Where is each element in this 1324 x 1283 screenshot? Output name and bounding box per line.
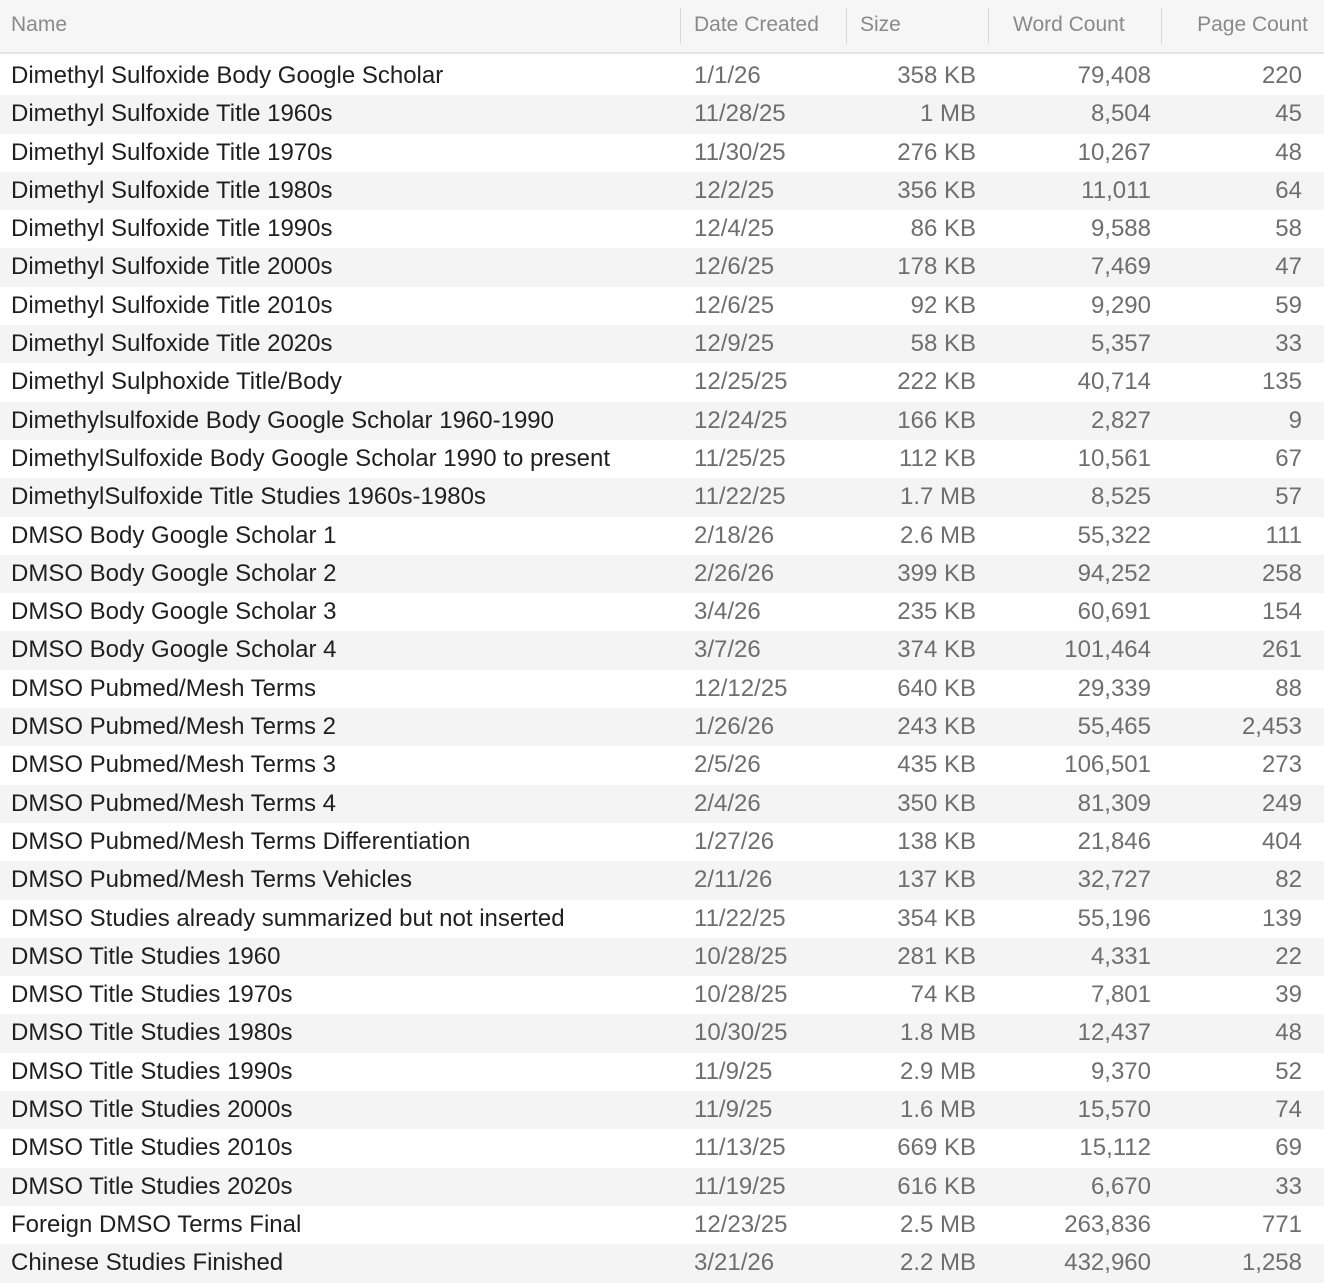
date-created: 11/9/25 xyxy=(694,1057,773,1085)
page-count: 74 xyxy=(1275,1096,1302,1124)
date-created: 11/22/25 xyxy=(694,483,786,511)
word-count: 8,504 xyxy=(1090,100,1151,128)
file-name: DMSO Body Google Scholar 2 xyxy=(11,559,337,587)
date-created: 3/4/26 xyxy=(694,598,761,626)
file-name: DMSO Title Studies 2000s xyxy=(11,1096,293,1124)
table-row[interactable] xyxy=(0,57,1324,95)
page-count: 2,453 xyxy=(1241,713,1302,741)
file-size: 1.8 MB xyxy=(899,1019,976,1047)
word-count: 4,331 xyxy=(1090,942,1151,970)
column-header-bar xyxy=(0,0,1324,54)
file-name: Dimethyl Sulfoxide Title 2000s xyxy=(11,253,333,281)
table-row[interactable] xyxy=(0,785,1324,823)
page-count: 220 xyxy=(1261,62,1302,89)
date-created: 10/28/25 xyxy=(694,981,788,1009)
file-rows xyxy=(0,57,1324,1283)
date-created: 12/2/25 xyxy=(694,176,775,204)
page-count: 33 xyxy=(1275,330,1302,358)
table-row[interactable] xyxy=(0,823,1324,861)
column-header-size[interactable]: Size xyxy=(860,13,901,36)
column-header-name[interactable]: Name xyxy=(11,13,68,36)
page-count: 69 xyxy=(1275,1134,1302,1162)
word-count: 6,670 xyxy=(1090,1172,1151,1200)
file-name: DMSO Title Studies 1980s xyxy=(11,1019,293,1047)
date-created: 2/26/26 xyxy=(694,559,775,587)
page-count: 59 xyxy=(1275,291,1302,319)
table-row[interactable] xyxy=(0,1168,1324,1206)
table-row[interactable] xyxy=(0,402,1324,440)
file-size: 138 KB xyxy=(897,827,976,855)
page-count: 249 xyxy=(1261,789,1302,817)
file-size: 2.5 MB xyxy=(899,1210,976,1238)
table-row[interactable] xyxy=(0,670,1324,708)
file-name: DMSO Body Google Scholar 1 xyxy=(11,521,337,549)
column-divider[interactable] xyxy=(1161,8,1162,44)
file-name: DMSO Pubmed/Mesh Terms 3 xyxy=(11,751,336,779)
word-count: 263,836 xyxy=(1064,1210,1151,1238)
page-count: 258 xyxy=(1261,559,1302,587)
table-row[interactable] xyxy=(0,1014,1324,1052)
word-count: 9,370 xyxy=(1090,1057,1151,1085)
column-header-word-count[interactable]: Word Count xyxy=(1013,13,1125,36)
word-count: 106,501 xyxy=(1064,751,1151,779)
page-count: 771 xyxy=(1261,1210,1302,1238)
date-created: 1/1/26 xyxy=(694,62,761,89)
file-name: DMSO Title Studies 1990s xyxy=(11,1057,293,1085)
table-row[interactable] xyxy=(0,134,1324,172)
file-name: Dimethyl Sulfoxide Title 1990s xyxy=(11,215,333,243)
file-size: 1.6 MB xyxy=(899,1096,976,1124)
table-row[interactable] xyxy=(0,1244,1324,1282)
word-count: 2,827 xyxy=(1090,406,1151,434)
column-divider[interactable] xyxy=(680,8,681,44)
table-row[interactable] xyxy=(0,861,1324,899)
file-size: 435 KB xyxy=(897,751,976,779)
file-size: 2.6 MB xyxy=(899,521,976,549)
page-count: 404 xyxy=(1261,827,1302,855)
word-count: 55,196 xyxy=(1077,904,1151,932)
table-row[interactable] xyxy=(0,95,1324,133)
word-count: 81,309 xyxy=(1077,789,1151,817)
file-name: DimethylSulfoxide Title Studies 1960s-1980s xyxy=(11,483,486,511)
date-created: 12/6/25 xyxy=(694,291,775,319)
word-count: 101,464 xyxy=(1064,636,1151,664)
word-count: 10,267 xyxy=(1077,138,1151,166)
file-name: Dimethyl Sulfoxide Body Google Scholar xyxy=(11,62,444,89)
file-size: 1.7 MB xyxy=(899,483,976,511)
page-count: 33 xyxy=(1275,1172,1302,1200)
file-size: 58 KB xyxy=(910,330,976,358)
word-count: 40,714 xyxy=(1077,368,1151,396)
word-count: 55,465 xyxy=(1077,713,1151,741)
column-header-page-count[interactable]: Page Count xyxy=(1197,13,1308,36)
word-count: 12,437 xyxy=(1077,1019,1151,1047)
table-row[interactable] xyxy=(0,517,1324,555)
file-name: DMSO Title Studies 1960 xyxy=(11,942,281,970)
page-count: 82 xyxy=(1275,866,1302,894)
file-size: 276 KB xyxy=(897,138,976,166)
word-count: 21,846 xyxy=(1077,827,1151,855)
file-name: DMSO Pubmed/Mesh Terms Vehicles xyxy=(11,866,413,894)
page-count: 47 xyxy=(1275,253,1302,281)
file-size: 640 KB xyxy=(897,674,976,702)
file-size: 350 KB xyxy=(897,789,976,817)
file-size: 243 KB xyxy=(897,713,976,741)
table-row[interactable] xyxy=(0,172,1324,210)
file-size: 92 KB xyxy=(910,291,976,319)
file-size: 2.9 MB xyxy=(899,1057,976,1085)
file-name: DMSO Title Studies 1970s xyxy=(11,981,293,1009)
file-size: 399 KB xyxy=(897,559,976,587)
date-created: 12/6/25 xyxy=(694,253,775,281)
page-count: 261 xyxy=(1261,636,1302,664)
table-row[interactable] xyxy=(0,248,1324,286)
date-created: 11/19/25 xyxy=(694,1172,786,1200)
page-count: 48 xyxy=(1275,138,1302,166)
file-name: DMSO Pubmed/Mesh Terms xyxy=(11,674,316,702)
date-created: 11/30/25 xyxy=(694,138,786,166)
page-count: 154 xyxy=(1261,598,1302,626)
word-count: 60,691 xyxy=(1077,598,1151,626)
table-row[interactable] xyxy=(0,478,1324,516)
date-created: 11/28/25 xyxy=(694,100,786,128)
file-size: 166 KB xyxy=(897,406,976,434)
file-name: DMSO Pubmed/Mesh Terms Differentiation xyxy=(11,827,471,855)
page-count: 45 xyxy=(1275,100,1302,128)
file-name: DMSO Studies already summarized but not inserted xyxy=(11,904,565,932)
file-size: 616 KB xyxy=(897,1172,976,1200)
date-created: 12/4/25 xyxy=(694,215,775,243)
table-row[interactable] xyxy=(0,1053,1324,1091)
file-size: 74 KB xyxy=(910,981,976,1009)
file-name: DMSO Body Google Scholar 4 xyxy=(11,636,337,664)
word-count: 15,570 xyxy=(1077,1096,1151,1124)
date-created: 12/25/25 xyxy=(694,368,788,396)
date-created: 11/25/25 xyxy=(694,444,786,472)
table-row[interactable] xyxy=(0,746,1324,784)
file-name: DMSO Title Studies 2020s xyxy=(11,1172,293,1200)
table-row[interactable] xyxy=(0,938,1324,976)
page-count: 273 xyxy=(1261,751,1302,779)
file-name: Dimethylsulfoxide Body Google Scholar 1960-1990 xyxy=(11,406,554,434)
date-created: 2/18/26 xyxy=(694,521,775,549)
page-count: 64 xyxy=(1275,176,1302,204)
word-count: 5,357 xyxy=(1090,330,1151,358)
file-name: DMSO Pubmed/Mesh Terms 2 xyxy=(11,713,336,741)
word-count: 7,469 xyxy=(1090,253,1151,281)
page-count: 22 xyxy=(1275,942,1302,970)
file-size: 374 KB xyxy=(897,636,976,664)
file-size: 356 KB xyxy=(897,176,976,204)
date-created: 3/21/26 xyxy=(694,1249,775,1277)
file-name: Foreign DMSO Terms Final xyxy=(11,1210,302,1238)
file-size: 112 KB xyxy=(899,444,976,472)
date-created: 10/28/25 xyxy=(694,942,788,970)
table-row[interactable] xyxy=(0,708,1324,746)
file-size: 1 MB xyxy=(919,100,976,128)
word-count: 432,960 xyxy=(1064,1249,1151,1277)
word-count: 15,112 xyxy=(1079,1134,1151,1162)
page-count: 135 xyxy=(1261,368,1302,396)
date-created: 3/7/26 xyxy=(694,636,761,664)
page-count: 9 xyxy=(1288,406,1302,434)
table-row[interactable] xyxy=(0,440,1324,478)
file-size: 235 KB xyxy=(897,598,976,626)
page-count: 58 xyxy=(1275,215,1302,243)
table-row[interactable] xyxy=(0,631,1324,669)
date-created: 11/22/25 xyxy=(694,904,786,932)
word-count: 8,525 xyxy=(1090,483,1151,511)
date-created: 12/9/25 xyxy=(694,330,775,358)
column-divider[interactable] xyxy=(988,8,989,44)
file-name: Dimethyl Sulfoxide Title 1960s xyxy=(11,100,333,128)
table-row[interactable] xyxy=(0,325,1324,363)
word-count: 11,011 xyxy=(1081,176,1151,204)
file-name: DMSO Title Studies 2010s xyxy=(11,1134,293,1162)
file-name: Dimethyl Sulfoxide Title 1980s xyxy=(11,176,333,204)
date-created: 2/5/26 xyxy=(694,751,761,779)
file-size: 281 KB xyxy=(897,942,976,970)
date-created: 1/27/26 xyxy=(694,827,775,855)
word-count: 55,322 xyxy=(1077,521,1151,549)
file-name: DMSO Pubmed/Mesh Terms 4 xyxy=(11,789,336,817)
table-row[interactable] xyxy=(0,900,1324,938)
page-count: 88 xyxy=(1275,674,1302,702)
date-created: 12/12/25 xyxy=(694,674,788,702)
file-name: DimethylSulfoxide Body Google Scholar 1990 to present xyxy=(11,444,611,472)
word-count: 9,588 xyxy=(1090,215,1151,243)
file-size: 358 KB xyxy=(897,62,976,89)
date-created: 10/30/25 xyxy=(694,1019,788,1047)
table-row[interactable] xyxy=(0,1091,1324,1129)
file-name: Chinese Studies Finished xyxy=(11,1249,284,1277)
file-size: 86 KB xyxy=(910,215,976,243)
table-row[interactable] xyxy=(0,1206,1324,1244)
file-size: 137 KB xyxy=(897,866,976,894)
page-count: 67 xyxy=(1275,444,1302,472)
column-header-date-created[interactable]: Date Created xyxy=(694,13,819,36)
file-size: 222 KB xyxy=(897,368,976,396)
word-count: 29,339 xyxy=(1077,674,1151,702)
word-count: 32,727 xyxy=(1077,866,1151,894)
date-created: 2/4/26 xyxy=(694,789,761,817)
page-count: 1,258 xyxy=(1241,1249,1302,1277)
file-name: Dimethyl Sulfoxide Title 2010s xyxy=(11,291,333,319)
date-created: 1/26/26 xyxy=(694,713,775,741)
word-count: 10,561 xyxy=(1077,444,1151,472)
word-count: 94,252 xyxy=(1077,559,1151,587)
file-name: Dimethyl Sulfoxide Title 2020s xyxy=(11,330,333,358)
file-size: 178 KB xyxy=(897,253,976,281)
table-row[interactable] xyxy=(0,976,1324,1014)
page-count: 39 xyxy=(1275,981,1302,1009)
file-name: DMSO Body Google Scholar 3 xyxy=(11,598,337,626)
page-count: 111 xyxy=(1265,521,1302,549)
file-name: Dimethyl Sulphoxide Title/Body xyxy=(11,368,342,396)
page-count: 139 xyxy=(1261,904,1302,932)
page-count: 52 xyxy=(1275,1057,1302,1085)
date-created: 11/13/25 xyxy=(694,1134,786,1162)
table-row[interactable] xyxy=(0,593,1324,631)
word-count: 79,408 xyxy=(1077,62,1151,89)
table-row[interactable] xyxy=(0,1129,1324,1167)
date-created: 2/11/26 xyxy=(694,866,773,894)
word-count: 9,290 xyxy=(1090,291,1151,319)
page-count: 57 xyxy=(1275,483,1302,511)
word-count: 7,801 xyxy=(1090,981,1151,1009)
file-size: 2.2 MB xyxy=(899,1249,976,1277)
file-size: 354 KB xyxy=(897,904,976,932)
column-divider[interactable] xyxy=(846,8,847,44)
table-row[interactable] xyxy=(0,210,1324,248)
date-created: 12/24/25 xyxy=(694,406,788,434)
file-size: 669 KB xyxy=(897,1134,976,1162)
table-row[interactable] xyxy=(0,555,1324,593)
table-row[interactable] xyxy=(0,363,1324,401)
date-created: 12/23/25 xyxy=(694,1210,788,1238)
page-count: 48 xyxy=(1275,1019,1302,1047)
table-row[interactable] xyxy=(0,287,1324,325)
date-created: 11/9/25 xyxy=(694,1096,773,1124)
file-name: Dimethyl Sulfoxide Title 1970s xyxy=(11,138,333,166)
